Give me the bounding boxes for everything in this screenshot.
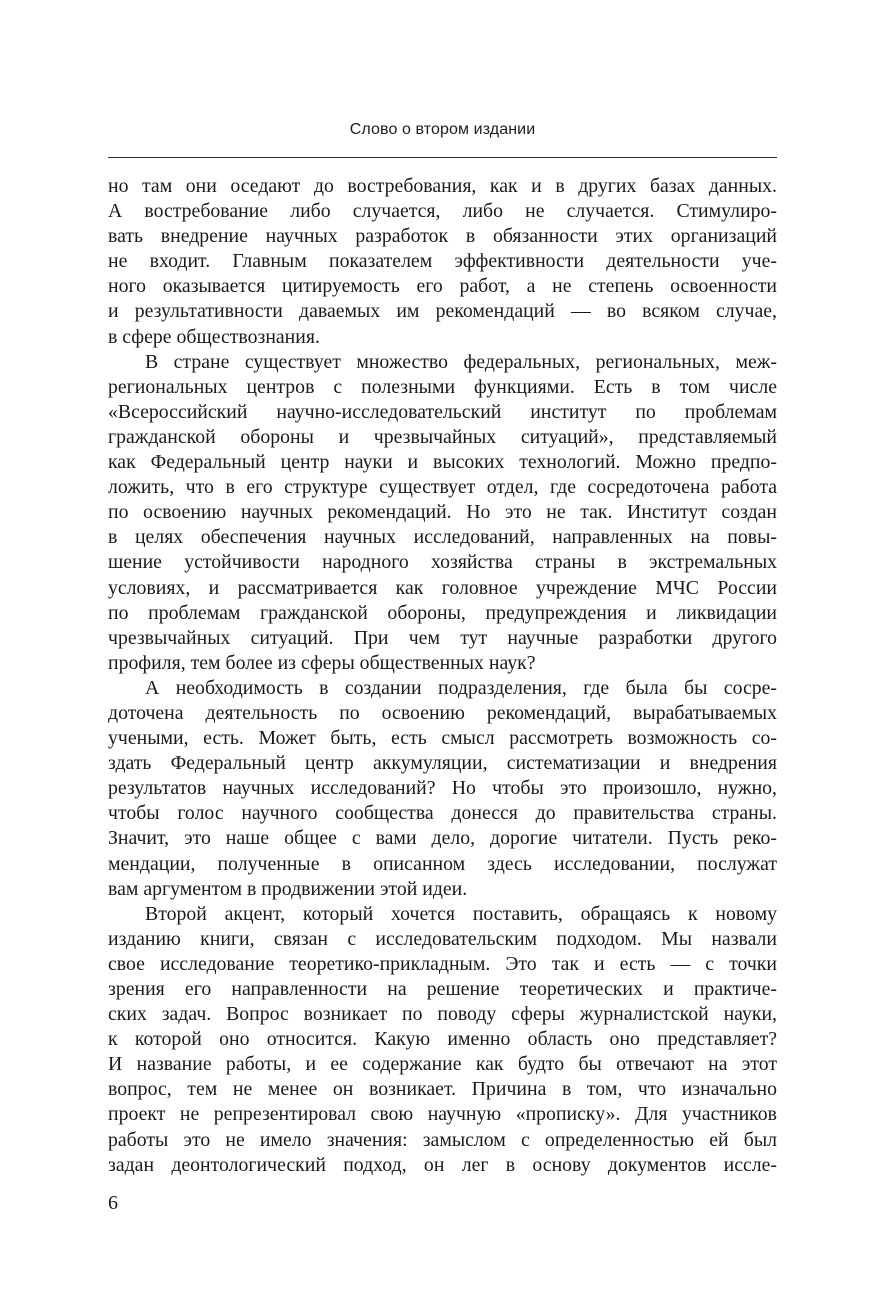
text-line: проект не репрезентировал свою научную «прописку». Для участников	[108, 1103, 777, 1126]
paragraph	[108, 676, 777, 902]
text-line: здать Федеральный центр аккумуляции, систематизации и внедрения	[108, 752, 777, 775]
text-line: изданию книги, связан с исследовательским подходом. Мы назвали	[108, 927, 777, 950]
text-line: «Всероссийский научно-исследовательский институт по проблемам	[108, 400, 777, 423]
text-line: чрезвычайных ситуаций. При чем тут научные разработки другого	[108, 626, 777, 649]
text-line: гражданской обороны и чрезвычайных ситуаций», представляемый	[108, 425, 777, 448]
text-line: вопрос, тем не менее он возникает. Причина в том, что изначально	[108, 1078, 777, 1101]
text-line: вать внедрение научных разработок в обязанности этих организаций	[108, 225, 777, 248]
text-line: ложить, что в его структуре существует отдел, где сосредоточена работа	[108, 476, 777, 499]
text-line: и результативности даваемых им рекомендаций — во всяком случае,	[108, 300, 777, 323]
text-line: по освоению научных рекомендаций. Но это не так. Институт создан	[108, 501, 777, 524]
text-line: в целях обеспечения научных исследований, направленных на повы-	[108, 526, 777, 549]
text-line: условиях, и рассматривается как головное учреждение МЧС России	[108, 576, 777, 599]
text-line: учеными, есть. Может быть, есть смысл рассмотреть возможность со-	[108, 727, 777, 750]
text-line: доточена деятельность по освоению рекомендаций, вырабатываемых	[108, 701, 777, 724]
text-line: Значит, это наше общее с вами дело, дорогие читатели. Пусть реко-	[108, 827, 777, 850]
text-line: к которой оно относится. Какую именно область оно представляет?	[108, 1028, 777, 1051]
header-rule	[108, 157, 777, 158]
body-text	[108, 174, 777, 1178]
text-line: результатов научных исследований? Но чтобы это произошло, нужно,	[108, 777, 777, 800]
page-number: 6	[108, 1192, 118, 1214]
text-line: вам аргументом в продвижении этой идеи.	[108, 877, 468, 900]
text-line: А востребование либо случается, либо не случается. Стимулиро-	[108, 200, 777, 223]
paragraph	[108, 902, 777, 1178]
text-line: профиля, тем более из сферы общественных наук?	[108, 651, 536, 674]
text-line: В стране существует множество федеральных, региональных, меж-	[145, 350, 777, 373]
text-line: шение устойчивости народного хозяйства страны в экстремальных	[108, 551, 777, 574]
text-line: чтобы голос научного сообщества донесся до правительства страны.	[108, 802, 777, 825]
text-line: ного оказывается цитируемость его работ, а не степень освоенности	[108, 275, 777, 298]
text-line: ских задач. Вопрос возникает по поводу сферы журналистской науки,	[108, 1003, 777, 1026]
text-line: региональных центров с полезными функциями. Есть в том числе	[108, 375, 777, 398]
text-line: работы это не имело значения: замыслом с определенностью ей был	[108, 1128, 777, 1151]
text-line: зрения его направленности на решение теоретических и практиче-	[108, 978, 777, 1000]
paragraph	[108, 174, 777, 350]
running-header-title: Слово о втором издании	[349, 121, 536, 138]
text-line: задан деонтологический подход, он лег в основу документов иссле-	[108, 1153, 777, 1176]
text-line: не входит. Главным показателем эффективности деятельности уче-	[108, 250, 777, 273]
text-line: Второй акцент, который хочется поставить, обращаясь к новому	[145, 902, 777, 925]
text-line: свое исследование теоретико-прикладным. Это так и есть — с точки	[108, 952, 777, 975]
paragraph	[108, 350, 777, 676]
text-line: но там они оседают до востребования, как и в других базах данных.	[108, 175, 777, 197]
text-line: по проблемам гражданской обороны, предупреждения и ликвидации	[108, 601, 777, 624]
text-line: в сфере обществознания.	[108, 325, 320, 348]
text-line: как Федеральный центр науки и высоких технологий. Можно предпо-	[108, 451, 777, 474]
text-line: мендации, полученные в описанном здесь исследовании, послужат	[108, 852, 777, 875]
text-line: И название работы, и ее содержание как будто бы отвечают на этот	[108, 1053, 777, 1076]
text-line: А необходимость в создании подразделения, где была бы сосре-	[145, 676, 777, 699]
